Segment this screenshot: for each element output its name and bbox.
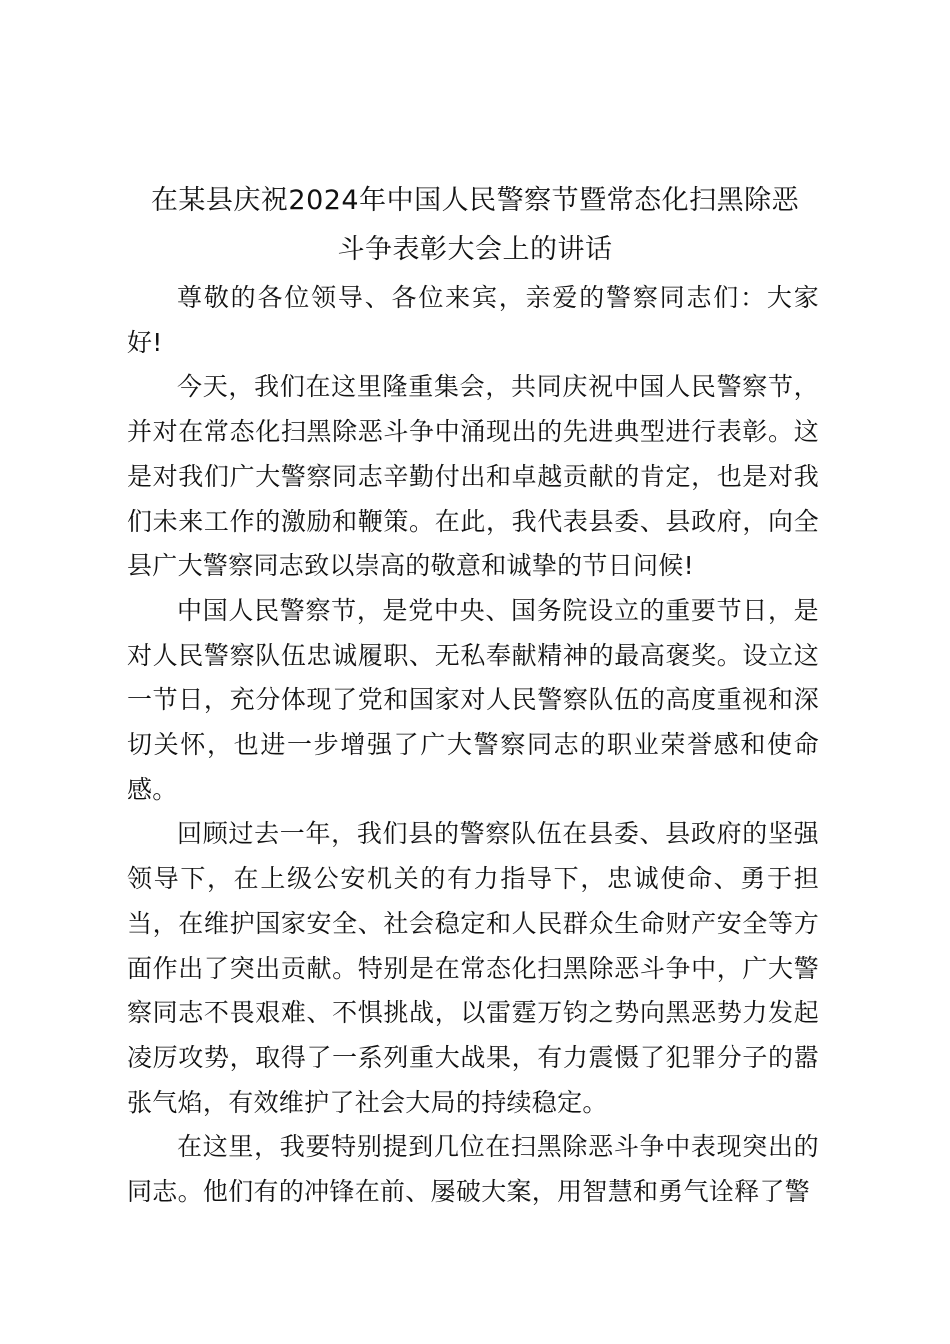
paragraph-opening: 今天，我们在这里隆重集会，共同庆祝中国人民警察节，并对在常态化扫黑除恶斗争中涌现出的先进典型进行表彰。这是对我们广大警察同志辛勤付出和卓越贡献的肯定，也是对我们未来工作的激励和鞭策。在此，我代表县委、县政府，向全县广大警察同志致以崇高的敬意和诚挚的节日问候! bbox=[127, 372, 819, 581]
paragraph-commendation: 在这里，我要特别提到几位在扫黑除恶斗争中表现突出的同志。他们有的冲锋在前、屡破大案，用智慧和勇气诠释了警 bbox=[127, 1132, 819, 1207]
paragraph-review: 回顾过去一年，我们县的警察队伍在县委、县政府的坚强领导下，在上级公安机关的有力指导下，忠诚使命、勇于担当，在维护国家安全、社会稳定和人民群众生命财产安全等方面作出了突出贡献。特别是在常态化扫黑除恶斗争中，广大警察同志不畏艰难、不惧挑战，以雷霆万钧之势向黑恶势力发起凌厉攻势，取得了一系列重大战果，有力震慑了犯罪分子的嚣张气焰，有效维护了社会大局的持续稳定。 bbox=[127, 819, 819, 1117]
paragraph-greeting: 尊敬的各位领导、各位来宾，亲爱的警察同志们：大家好! bbox=[127, 283, 819, 357]
title-line-1: 在某县庆祝2024年中国人民警察节暨常态化扫黑除恶 bbox=[150, 185, 800, 216]
document-title bbox=[110, 176, 840, 274]
paragraph-police-day: 中国人民警察节，是党中央、国务院设立的重要节日，是对人民警察队伍忠诚履职、无私奉献精神的最高褒奖。设立这一节日，充分体现了党和国家对人民警察队伍的高度重视和深切关怀，也进一步增强了广大警察同志的职业荣誉感和使命感。 bbox=[127, 595, 819, 804]
document-body bbox=[127, 276, 819, 1215]
title-line-2: 斗争表彰大会上的讲话 bbox=[337, 234, 613, 265]
